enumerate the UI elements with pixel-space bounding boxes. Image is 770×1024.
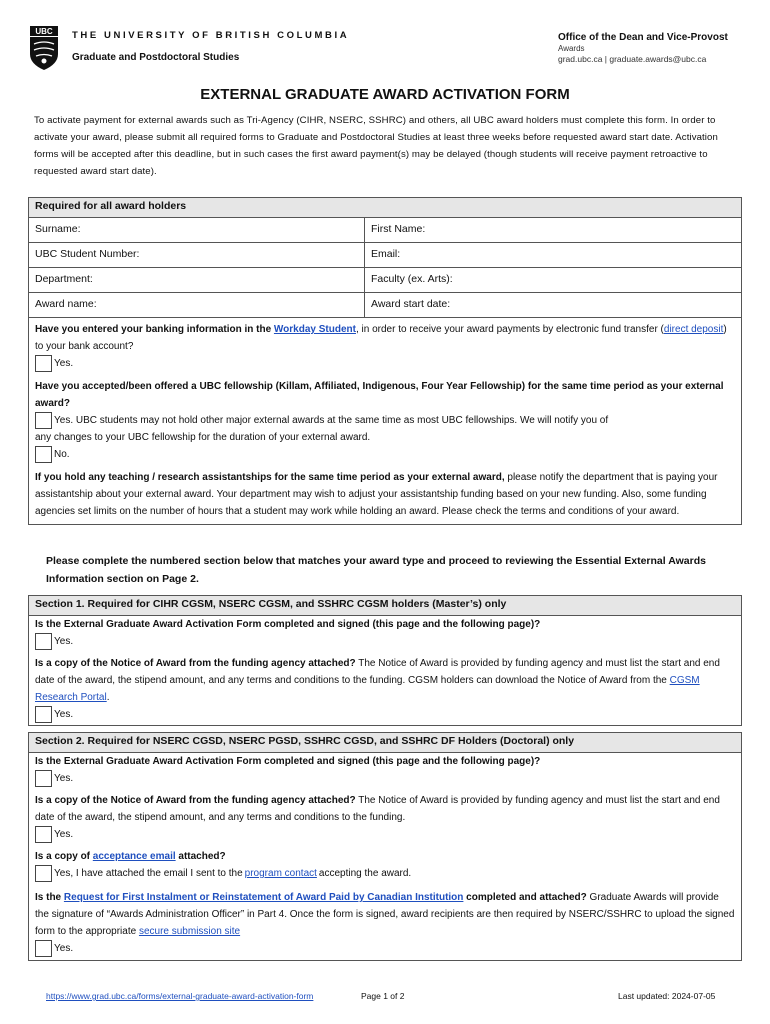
department-field[interactable]: Department:	[29, 268, 365, 292]
letterhead	[30, 26, 740, 72]
s1-notice-yes-checkbox[interactable]	[35, 706, 52, 723]
logo-text: UBC	[35, 27, 53, 36]
fellowship-question: Have you accepted/been offered a UBC fellowship (Killam, Affiliated, Indigenous, Four Year Fellowship) for the same time period as your external award?	[35, 381, 724, 409]
fellowship-yes-option: Yes. UBC students may not hold other major external awards at the same time as most UBC fellowships. We will notify you of	[29, 412, 741, 429]
direct-deposit-link[interactable]: direct deposit	[663, 324, 724, 335]
first-name-field[interactable]: First Name:	[371, 223, 426, 235]
university-name: THE UNIVERSITY OF BRITISH COLUMBIA	[72, 30, 350, 41]
fellowship-yes-checkbox[interactable]	[35, 412, 52, 429]
section-2	[28, 732, 742, 961]
s2-notice-question: Is a copy of the Notice of Award from the funding agency attached? The Notice of Award is provided by funding agency and must list the start and end date of the award, the stipend amount, and any terms and conditions to the funding.	[35, 795, 720, 823]
section-1-heading: Section 1. Required for CIHR CGSM, NSERC CGSM, and SSHRC CGSM holders (Master’s) only	[29, 596, 741, 616]
section-1	[28, 595, 742, 726]
s1-form-yes-checkbox[interactable]	[35, 633, 52, 650]
s1-form-yes-option: Yes.	[29, 633, 741, 650]
banking-yes-option: Yes.	[29, 355, 741, 372]
s2-form-yes-checkbox[interactable]	[35, 770, 52, 787]
required-heading: Required for all award holders	[29, 198, 741, 218]
section-instructions: Please complete the numbered section below that matches your award type and proceed to reviewing the Essential External Awards Information section on Page 2.	[46, 555, 706, 585]
student-number-field[interactable]: UBC Student Number:	[29, 243, 365, 267]
ubc-crest-logo	[30, 26, 58, 70]
department-name: Graduate and Postdoctoral Studies	[72, 52, 240, 63]
fellowship-yes-continued: any changes to your UBC fellowship for the duration of your external award.	[35, 432, 371, 443]
email-field[interactable]: Email:	[371, 248, 401, 260]
last-updated: Last updated: 2024-07-05	[618, 991, 716, 1001]
request-first-instalment-link[interactable]: Request for First Instalment or Reinstatement of Award Paid by Canadian Institution	[63, 892, 464, 903]
office-subtitle: Awards	[558, 44, 585, 53]
workday-student-link[interactable]: Workday Student	[273, 324, 356, 335]
s2-request-question: Is the Request for First Instalment or Reinstatement of Award Paid by Canadian Institution completed and attached? Graduate Awards will provide the signature of “Awards Administration Officer” in Part 4. Once the form is signed, award recipients are then required by NSERC/SSHRC to upload the signed form to the appropriate secure submission site	[35, 892, 735, 937]
banking-question: Have you entered your banking information in the Workday Student, in order to receive your award payments by electronic fund transfer (direct deposit) to your bank account?	[35, 324, 727, 352]
award-name-field[interactable]: Award name:	[29, 293, 365, 317]
s2-request-yes-option: Yes.	[29, 940, 741, 957]
s2-notice-yes-option: Yes.	[29, 826, 741, 843]
s1-form-question: Is the External Graduate Award Activation Form completed and signed (this page and the following page)?	[35, 619, 541, 630]
acceptance-email-link[interactable]: acceptance email	[92, 851, 176, 862]
office-urls: grad.ubc.ca | graduate.awards@ubc.ca	[558, 54, 707, 64]
award-start-date-field[interactable]: Award start date:	[371, 298, 451, 310]
required-section	[28, 197, 742, 525]
office-title: Office of the Dean and Vice-Provost	[558, 32, 728, 43]
faculty-field[interactable]: Faculty (ex. Arts):	[371, 273, 453, 285]
field-row	[29, 218, 741, 243]
fellowship-no-option: No.	[29, 446, 741, 463]
secure-submission-link[interactable]: secure submission site	[138, 926, 241, 937]
field-row	[29, 268, 741, 293]
s2-form-question: Is the External Graduate Award Activation Form completed and signed (this page and the following page)?	[35, 756, 541, 767]
s1-notice-question: Is a copy of the Notice of Award from the funding agency attached? The Notice of Award is provided by funding agency and must list the start and end date of the award, the stipend amount, and any terms and conditions to the funding. CGSM holders can download the Notice of Award from the CGSM Research Portal.	[35, 658, 720, 703]
s2-acceptance-yes-option: Yes, I have attached the email I sent to the program contact accepting the award.	[29, 865, 741, 882]
surname-field[interactable]: Surname:	[29, 218, 365, 242]
s1-notice-yes-option: Yes.	[29, 706, 741, 723]
field-row	[29, 243, 741, 268]
s2-acceptance-yes-checkbox[interactable]	[35, 865, 52, 882]
field-row	[29, 293, 741, 318]
cgsm-portal-link[interactable]: CGSM Research Portal	[35, 675, 700, 703]
program-contact-link[interactable]: program contact	[244, 868, 317, 879]
intro-paragraph: To activate payment for external awards such as Tri-Agency (CIHR, NSERC, SSHRC) and others, all UBC award holders must complete this form. In order to activate your award, please submit all required forms to Graduate and Postdoctoral Studies at least three weeks before requested award start date. Activation forms will be accepted after this deadline, but in such cases the first award payment(s) may be delayed (though students will receive payment retroactive to requested award start date).	[34, 115, 718, 177]
s2-form-yes-option: Yes.	[29, 770, 741, 787]
form-url-link[interactable]: https://www.grad.ubc.ca/forms/external-graduate-award-activation-form	[46, 991, 314, 1001]
s2-acceptance-question: Is a copy of acceptance email attached?	[35, 851, 226, 862]
banking-yes-checkbox[interactable]	[35, 355, 52, 372]
section-2-heading: Section 2. Required for NSERC CGSD, NSERC PGSD, SSHRC CGSD, and SSHRC DF Holders (Doctoral) only	[29, 733, 741, 753]
s2-request-yes-checkbox[interactable]	[35, 940, 52, 957]
page-number: Page 1 of 2	[361, 991, 405, 1001]
s2-notice-yes-checkbox[interactable]	[35, 826, 52, 843]
form-title: EXTERNAL GRADUATE AWARD ACTIVATION FORM	[200, 86, 570, 103]
fellowship-no-checkbox[interactable]	[35, 446, 52, 463]
office-block	[558, 32, 740, 64]
assistantship-note: If you hold any teaching / research assistantships for the same time period as your external award, please notify the department that is paying your assistantship about your external award. Your department may wish to adjust your assistantship funding based on your new funding. Also, some funding agencies set limits on the number of hours that a student may work while holding an award. Please check the terms and conditions of your award.	[35, 472, 718, 517]
